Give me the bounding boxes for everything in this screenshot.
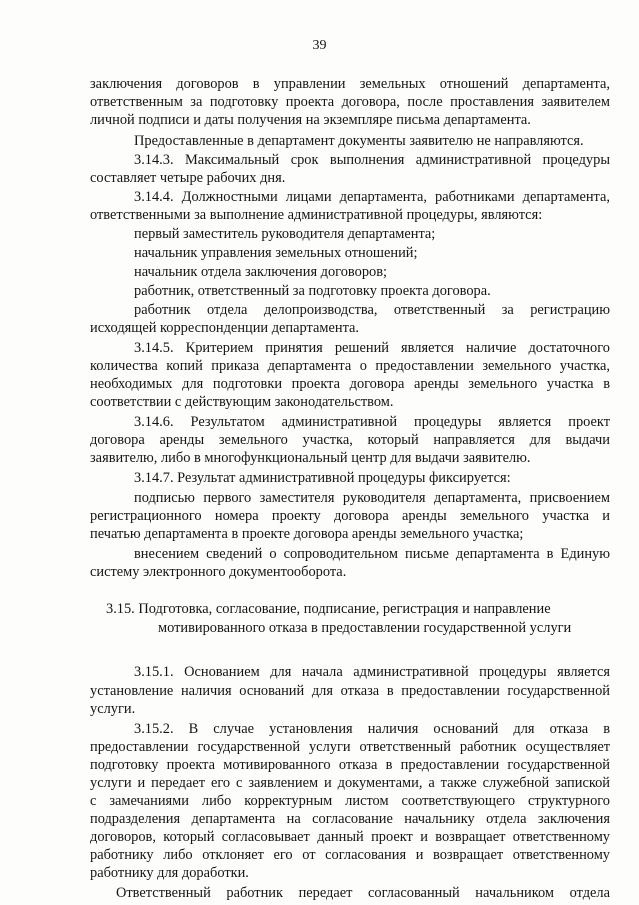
text-line: подготовку проекта мотивированного отказа в предоставлении государственной	[90, 757, 610, 773]
text-line: внесением сведений о сопроводительном письме департамента в Единую	[134, 546, 610, 562]
text-line: договора аренды земельного участка, который направляется для выдачи	[90, 432, 610, 448]
text-line: установление наличия оснований для отказа в предоставлении государственной	[90, 683, 610, 699]
text-line: 3.14.7. Результат административной процедуры фиксируется:	[134, 470, 511, 486]
list-item: работник, ответственный за подготовку проекта договора.	[134, 283, 491, 299]
text-line: систему электронного документооборота.	[90, 564, 347, 580]
text-line: 3.14.6. Результатом административной процедуры является проект	[134, 414, 610, 430]
text-line: услуги.	[90, 701, 136, 717]
text-line: составляет четыре рабочих дня.	[90, 170, 286, 186]
list-item: начальник управления земельных отношений;	[134, 245, 418, 261]
text-line: 3.14.3. Максимальный срок выполнения административной процедуры	[134, 152, 610, 168]
list-item: первый заместитель руководителя департамента;	[134, 226, 436, 242]
text-line: личной подписи и даты получения на экземпляре письма департамента.	[90, 112, 531, 128]
text-line: ответственным за подготовку проекта договора, после проставления заявителем	[90, 94, 610, 110]
text-line: регистрационного номера проекту договора аренды земельного участка и	[90, 508, 610, 524]
text-line: услуги и передает его с заявлением и документами, а также служебной запиской	[90, 775, 610, 791]
page-number: 39	[312, 38, 327, 53]
text-line: подразделения департамента на согласование начальнику отдела заключения	[90, 811, 610, 827]
text-line: 3.15.1. Основанием для начала административной процедуры является	[134, 664, 610, 680]
text-line: заявителю, либо в многофункциональный центр для выдачи заявителю.	[90, 450, 531, 466]
text-line: Предоставленные в департамент документы заявителю не направляются.	[134, 133, 584, 149]
list-item: работник отдела делопроизводства, ответственный за регистрацию	[134, 302, 610, 318]
text-line: подписью первого заместителя руководителя департамента, присвоением	[134, 490, 610, 506]
text-line: заключения договоров в управлении земельных отношений департамента,	[90, 76, 610, 92]
section-heading: 3.15. Подготовка, согласование, подписание, регистрация и направление	[106, 601, 551, 617]
text-line: ответственными за выполнение административной процедуры, являются:	[90, 207, 543, 223]
text-line: исходящей корреспонденции департамента.	[90, 320, 360, 336]
text-line: работнику либо отклоняет его от согласования и возвращает ответственному	[90, 847, 610, 863]
text-line: работнику для доработки.	[90, 865, 249, 881]
text-line: 3.15.2. В случае установления наличия оснований для отказа в	[134, 721, 610, 737]
text-line: количества копий приказа департамента о предоставлении земельного участка,	[90, 358, 610, 374]
text-line: 3.14.4. Должностными лицами департамента, работниками департамента,	[134, 189, 610, 205]
text-line: соответствии с действующим законодательством.	[90, 394, 394, 410]
text-line: печатью департамента в проекте договора аренды земельного участка;	[90, 526, 524, 542]
text-line: Ответственный работник передает согласованный начальником отдела	[116, 885, 610, 901]
text-line: необходимых для подготовки проекта договора аренды земельного участка в	[90, 376, 610, 392]
text-line: предоставлении государственной услуги ответственный работник осуществляет	[90, 739, 610, 755]
text-line: договоров, который согласовывает данный проект и возвращает ответственному	[90, 829, 610, 845]
text-line: 3.14.5. Критерием принятия решений является наличие достаточного	[134, 340, 610, 356]
section-heading: мотивированного отказа в предоставлении государственной услуги	[158, 620, 572, 636]
list-item: начальник отдела заключения договоров;	[134, 264, 388, 280]
text-line: с замечаниями либо корректурным листом соответствующего структурного	[90, 793, 610, 809]
